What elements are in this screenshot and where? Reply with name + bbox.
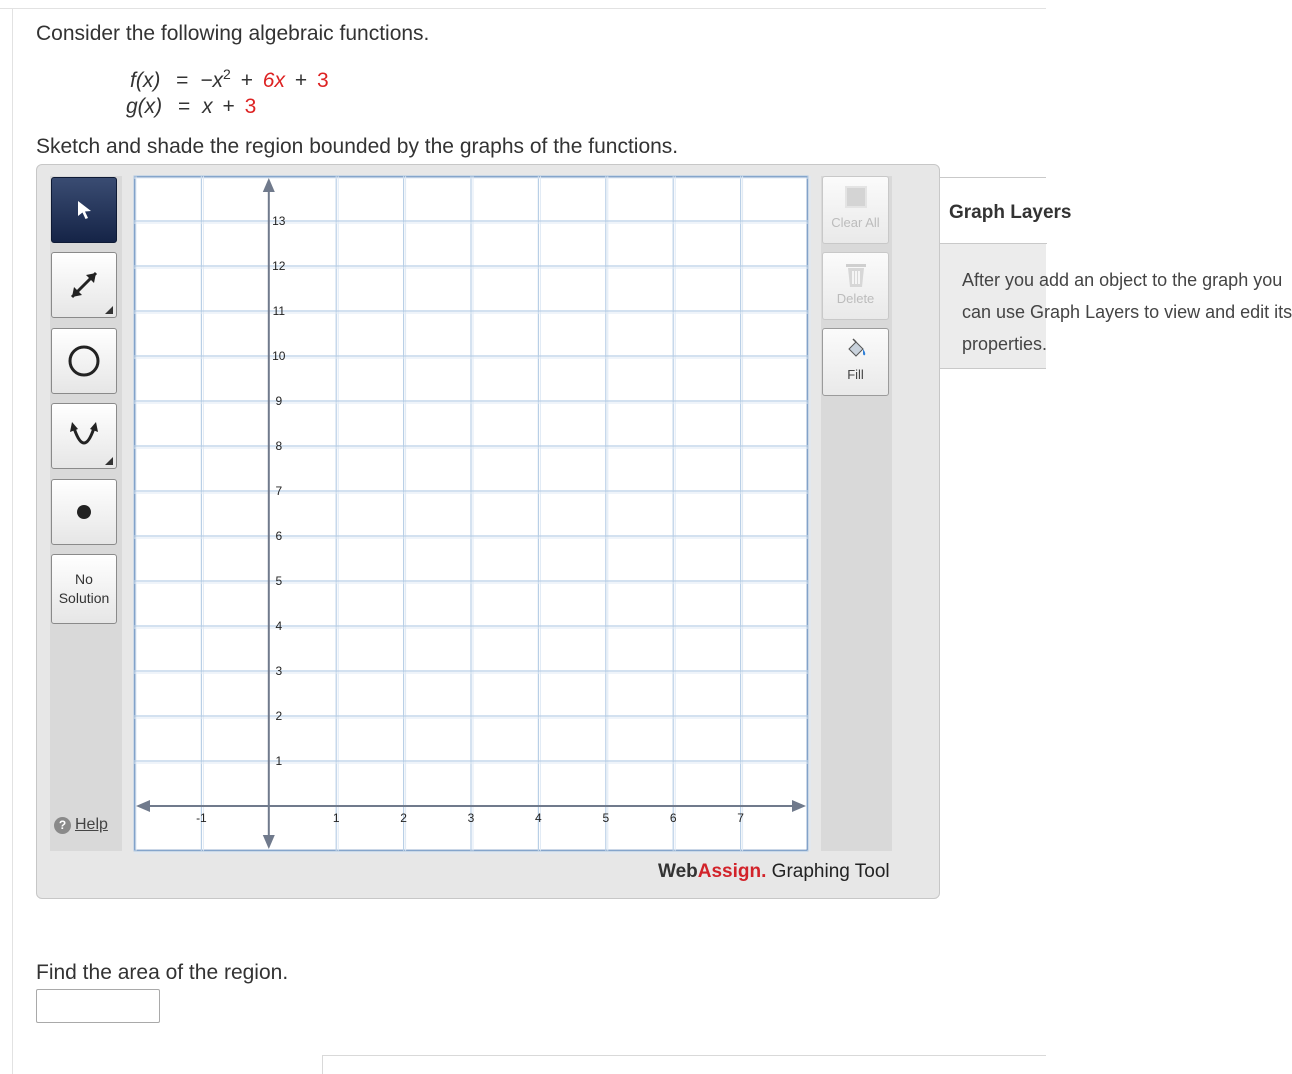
no-solution-button[interactable] (51, 554, 117, 624)
help-label: Help (75, 816, 108, 833)
y-tick-label: 13 (272, 214, 286, 228)
f-term2: 3 (316, 69, 329, 92)
x-tick-label: 1 (332, 811, 340, 825)
y-tick-label: 9 (275, 394, 283, 408)
x-tick-label: 3 (467, 811, 475, 825)
point-tool-button[interactable] (51, 479, 117, 545)
line-tool-button[interactable] (51, 252, 117, 318)
brand-assign: Assign. (697, 861, 767, 882)
y-tick-label: 1 (275, 754, 283, 768)
g-term1: 3 (244, 95, 257, 118)
pointer-tool-button[interactable] (51, 177, 117, 243)
f-exponent: 2 (223, 66, 231, 82)
no-solution-label-line1: No (75, 571, 93, 587)
f-term1: 6x (262, 69, 285, 92)
area-answer-input[interactable] (36, 989, 160, 1023)
point-tool-icon (74, 502, 94, 522)
clear-all-label: Clear All (831, 215, 880, 230)
x-tick-label: 6 (669, 811, 677, 825)
left-divider (12, 9, 13, 1074)
webassign-brand (658, 861, 890, 883)
fill-button[interactable] (822, 328, 889, 396)
help-link[interactable] (54, 816, 108, 834)
circle-tool-icon (62, 339, 106, 383)
y-tick-label: 3 (275, 664, 283, 678)
g-equals: = (178, 95, 191, 118)
f-name: f(x) (130, 69, 161, 92)
x-tick-label: -1 (196, 811, 207, 825)
y-tick-label: 4 (275, 619, 283, 633)
no-solution-label-line2: Solution (58, 590, 110, 606)
y-tick-label: 7 (275, 484, 283, 498)
graph-layers-title: Graph Layers (949, 202, 1072, 223)
graph-layers-line1: After you add an object to the graph you (962, 270, 1283, 290)
graph-layers-help (962, 264, 1292, 360)
x-tick-label: 4 (535, 811, 542, 825)
y-tick-label: 12 (272, 259, 286, 273)
y-tick-label: 6 (275, 529, 283, 543)
x-tick-label: 2 (400, 811, 407, 825)
graph-layers-panel (939, 177, 1292, 369)
y-tick-label: 8 (275, 439, 283, 453)
g-op1: + (222, 95, 235, 118)
f-equation (130, 66, 329, 93)
bottom-divider (322, 1055, 1046, 1056)
brand-tool: Graphing Tool (766, 861, 890, 882)
y-tick-label: 10 (272, 349, 286, 363)
fill-label: Fill (847, 367, 864, 382)
trash-icon (843, 261, 869, 289)
f-equals: = (176, 69, 189, 92)
graph-canvas[interactable] (134, 176, 808, 851)
question-intro: Consider the following algebraic functions. (36, 22, 430, 45)
g-lead: x (202, 95, 213, 118)
submenu-indicator (105, 306, 113, 314)
g-equation (126, 95, 256, 119)
f-op2: + (294, 69, 308, 92)
delete-button[interactable] (822, 252, 889, 320)
parabola-tool-icon (62, 414, 106, 458)
help-icon: ? (54, 817, 71, 834)
area-prompt: Find the area of the region. (36, 961, 289, 984)
graph-layers-header[interactable] (940, 178, 1072, 244)
g-name: g(x) (126, 95, 163, 118)
y-tick-label: 2 (275, 709, 283, 723)
delete-label: Delete (836, 291, 875, 306)
pointer-icon (69, 195, 99, 225)
brand-web: Web (658, 861, 698, 882)
line-tool-icon (62, 263, 106, 307)
f-op1: + (240, 69, 253, 92)
f-lead: −x (200, 69, 224, 92)
bottom-divider-edge (322, 1055, 323, 1074)
clear-all-button[interactable] (822, 176, 889, 244)
sketch-prompt: Sketch and shade the region bounded by the graphs of the functions. (36, 135, 679, 158)
graph-layers-line2: can use Graph Layers to view and edit its (962, 302, 1292, 322)
y-tick-label: 11 (272, 304, 286, 318)
parabola-tool-button[interactable] (51, 403, 117, 469)
clear-all-icon (844, 185, 868, 209)
top-divider (0, 8, 1046, 9)
x-tick-label: 7 (737, 811, 744, 825)
submenu-indicator (105, 457, 113, 465)
graph-layers-line3: properties. (962, 334, 1048, 354)
circle-tool-button[interactable] (51, 328, 117, 394)
x-tick-label: 5 (602, 811, 610, 825)
y-tick-label: 5 (275, 574, 283, 588)
paint-bucket-icon (843, 337, 869, 361)
